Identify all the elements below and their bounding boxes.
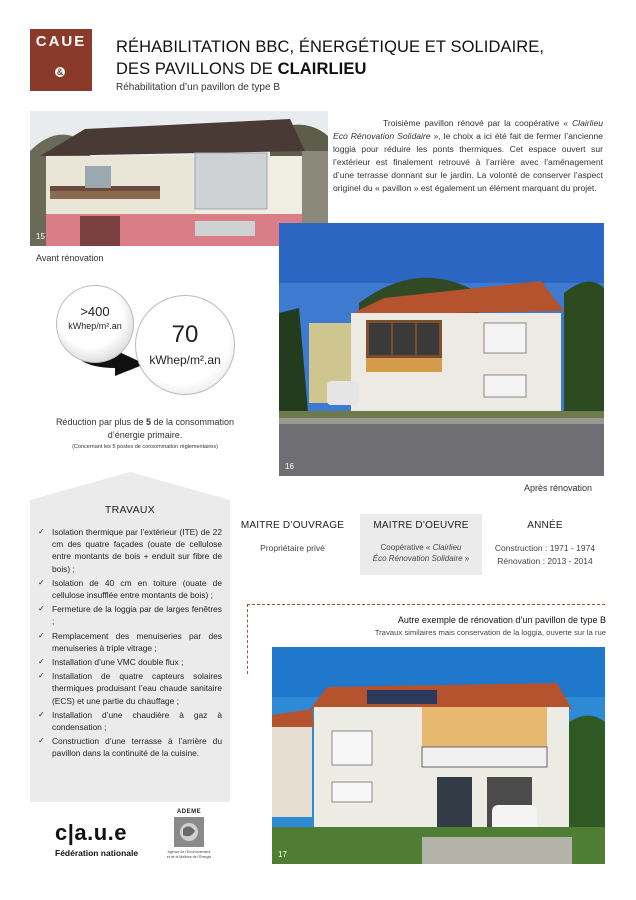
- travaux-item: ✓ Installation d’une chaudière à gaz à condensation ;: [38, 709, 222, 733]
- ademe-subtext: Agence de l’Environnement et de la Maîtrise de l’Énergie: [166, 850, 212, 859]
- travaux-roof-shape: [30, 472, 230, 500]
- energy-after-value: 70: [171, 321, 199, 348]
- intro-part-2: », le choix a ici été fait de fermer l’ancienne loggia pour réduire les ponts thermiques. Cet espace ouvert sur l’extérieur est finalement retrouvé à l’arrière avec l’aménagement d’une terrasse donnant sur le jardin. La volonté de conserver l’aspect originel du « pavillon » est également un élément marquant du projet.: [333, 131, 603, 193]
- title-line-2: [116, 58, 544, 80]
- caue-federation-mark: c|a.u.e: [55, 820, 128, 845]
- intro-coop-name: Clairlieu Eco Rénovation Solidaire: [333, 118, 603, 141]
- dashed-divider-h: [247, 604, 605, 605]
- autre-exemple-title: Autre exemple de rénovation d’un pavillon de type B: [397, 615, 606, 625]
- travaux-item: ✓ Isolation de 40 cm en toiture (ouate de cellulose insufflée entre montants de bois) ;: [38, 577, 222, 601]
- travaux-item: ✓ Installation d’une VMC double flux ;: [38, 656, 222, 668]
- travaux-item: ✓ Isolation thermique par l’extérieur (ITE) de 22 cm des quatre façades (ouate de cellulose entre montants de bois + enduit sur fibre de bois) ;: [38, 526, 222, 575]
- caption-before: Avant rénovation: [36, 253, 104, 263]
- travaux-item: ✓ Fermeture de la loggia par de larges fenêtres ;: [38, 603, 222, 627]
- caue-logo: [30, 29, 92, 91]
- moe-name-1: Clairlieu: [432, 543, 462, 552]
- logo-ampersand: &: [56, 67, 64, 77]
- dashed-divider-v: [247, 604, 248, 674]
- photo-number-15: 15: [36, 232, 45, 241]
- ademe-emblem-icon: [174, 817, 204, 847]
- maitre-ouvrage-title: MAITRE D’OUVRAGE: [240, 520, 345, 531]
- photo-number-17: 17: [278, 850, 287, 859]
- logo-text: CAUE: [35, 33, 87, 50]
- page-subtitle: Réhabilitation d’un pavillon de type B: [116, 82, 280, 93]
- caue-federation-text: Fédération nationale: [55, 848, 139, 858]
- intro-part-1: Troisième pavillon rénové par la coopérative «: [383, 118, 572, 128]
- travaux-title: TRAVAUX: [104, 504, 156, 516]
- maitre-oeuvre-title: MAITRE D’OEUVRE: [373, 520, 469, 531]
- travaux-item: ✓ Construction d’une terrasse à l’arrière du pavillon dans la continuité de la cuisine.: [38, 735, 222, 759]
- annee-construction: Construction : 1971 - 1974: [494, 543, 596, 553]
- energy-before-unit: kWhep/m².an: [68, 321, 122, 331]
- house-after-illustration: [279, 223, 604, 476]
- photo-number-16: 16: [285, 462, 294, 471]
- energy-before-value: >400: [80, 304, 110, 319]
- caue-federation-logo: [55, 820, 138, 858]
- moe-suffix: »: [462, 554, 470, 563]
- title-bold: CLAIRLIEU: [277, 60, 367, 78]
- moe-prefix: Coopérative «: [380, 543, 433, 552]
- travaux-item: ✓ Remplacement des menuiseries par des menuiseries à triple vitrage ;: [38, 630, 222, 654]
- moe-name-2: Éco Rénovation Solidaire: [372, 554, 463, 563]
- travaux-item: ✓ Installation de quatre capteurs solaires thermiques produisant l’eau chaude sanitaire (ECS) et une partie du chauffage ;: [38, 670, 222, 707]
- energy-after-unit: kWhep/m².an: [149, 353, 221, 367]
- maitre-ouvrage-value: Propriétaire privé: [260, 543, 325, 553]
- reduction-text: [40, 416, 250, 442]
- title-prefix: DES PAVILLONS DE: [116, 60, 278, 78]
- reduction-post: de la consommation d’énergie primaire.: [107, 417, 235, 440]
- reduction-factor: 5: [146, 417, 152, 427]
- house-example-illustration: [272, 647, 605, 864]
- energy-before-circle: [56, 285, 134, 363]
- reduction-pre: Réduction par plus de: [55, 417, 146, 427]
- travaux-panel: [30, 500, 230, 802]
- page-title: [116, 36, 544, 80]
- ademe-logo: [166, 809, 212, 859]
- travaux-list: [30, 526, 230, 760]
- autre-exemple-subtitle: Travaux similaires mais conservation de la loggia, ouverte sur la rue: [374, 628, 606, 637]
- maitre-oeuvre-value: [360, 542, 482, 564]
- intro-paragraph: [333, 117, 603, 195]
- annee-title: ANNÉE: [527, 520, 563, 531]
- photo-after-renovation: [279, 223, 604, 476]
- energy-after-circle: [135, 295, 235, 395]
- reduction-note: (Concernant les 5 postes de consommation réglementaires): [72, 444, 218, 450]
- caption-after: Après rénovation: [524, 483, 593, 493]
- annee-renovation: Rénovation : 2013 - 2014: [497, 556, 593, 566]
- photo-other-example: [272, 647, 605, 864]
- ademe-text: ADEME: [176, 809, 202, 815]
- title-line-1: RÉHABILITATION BBC, ÉNERGÉTIQUE ET SOLIDAIRE,: [116, 38, 545, 56]
